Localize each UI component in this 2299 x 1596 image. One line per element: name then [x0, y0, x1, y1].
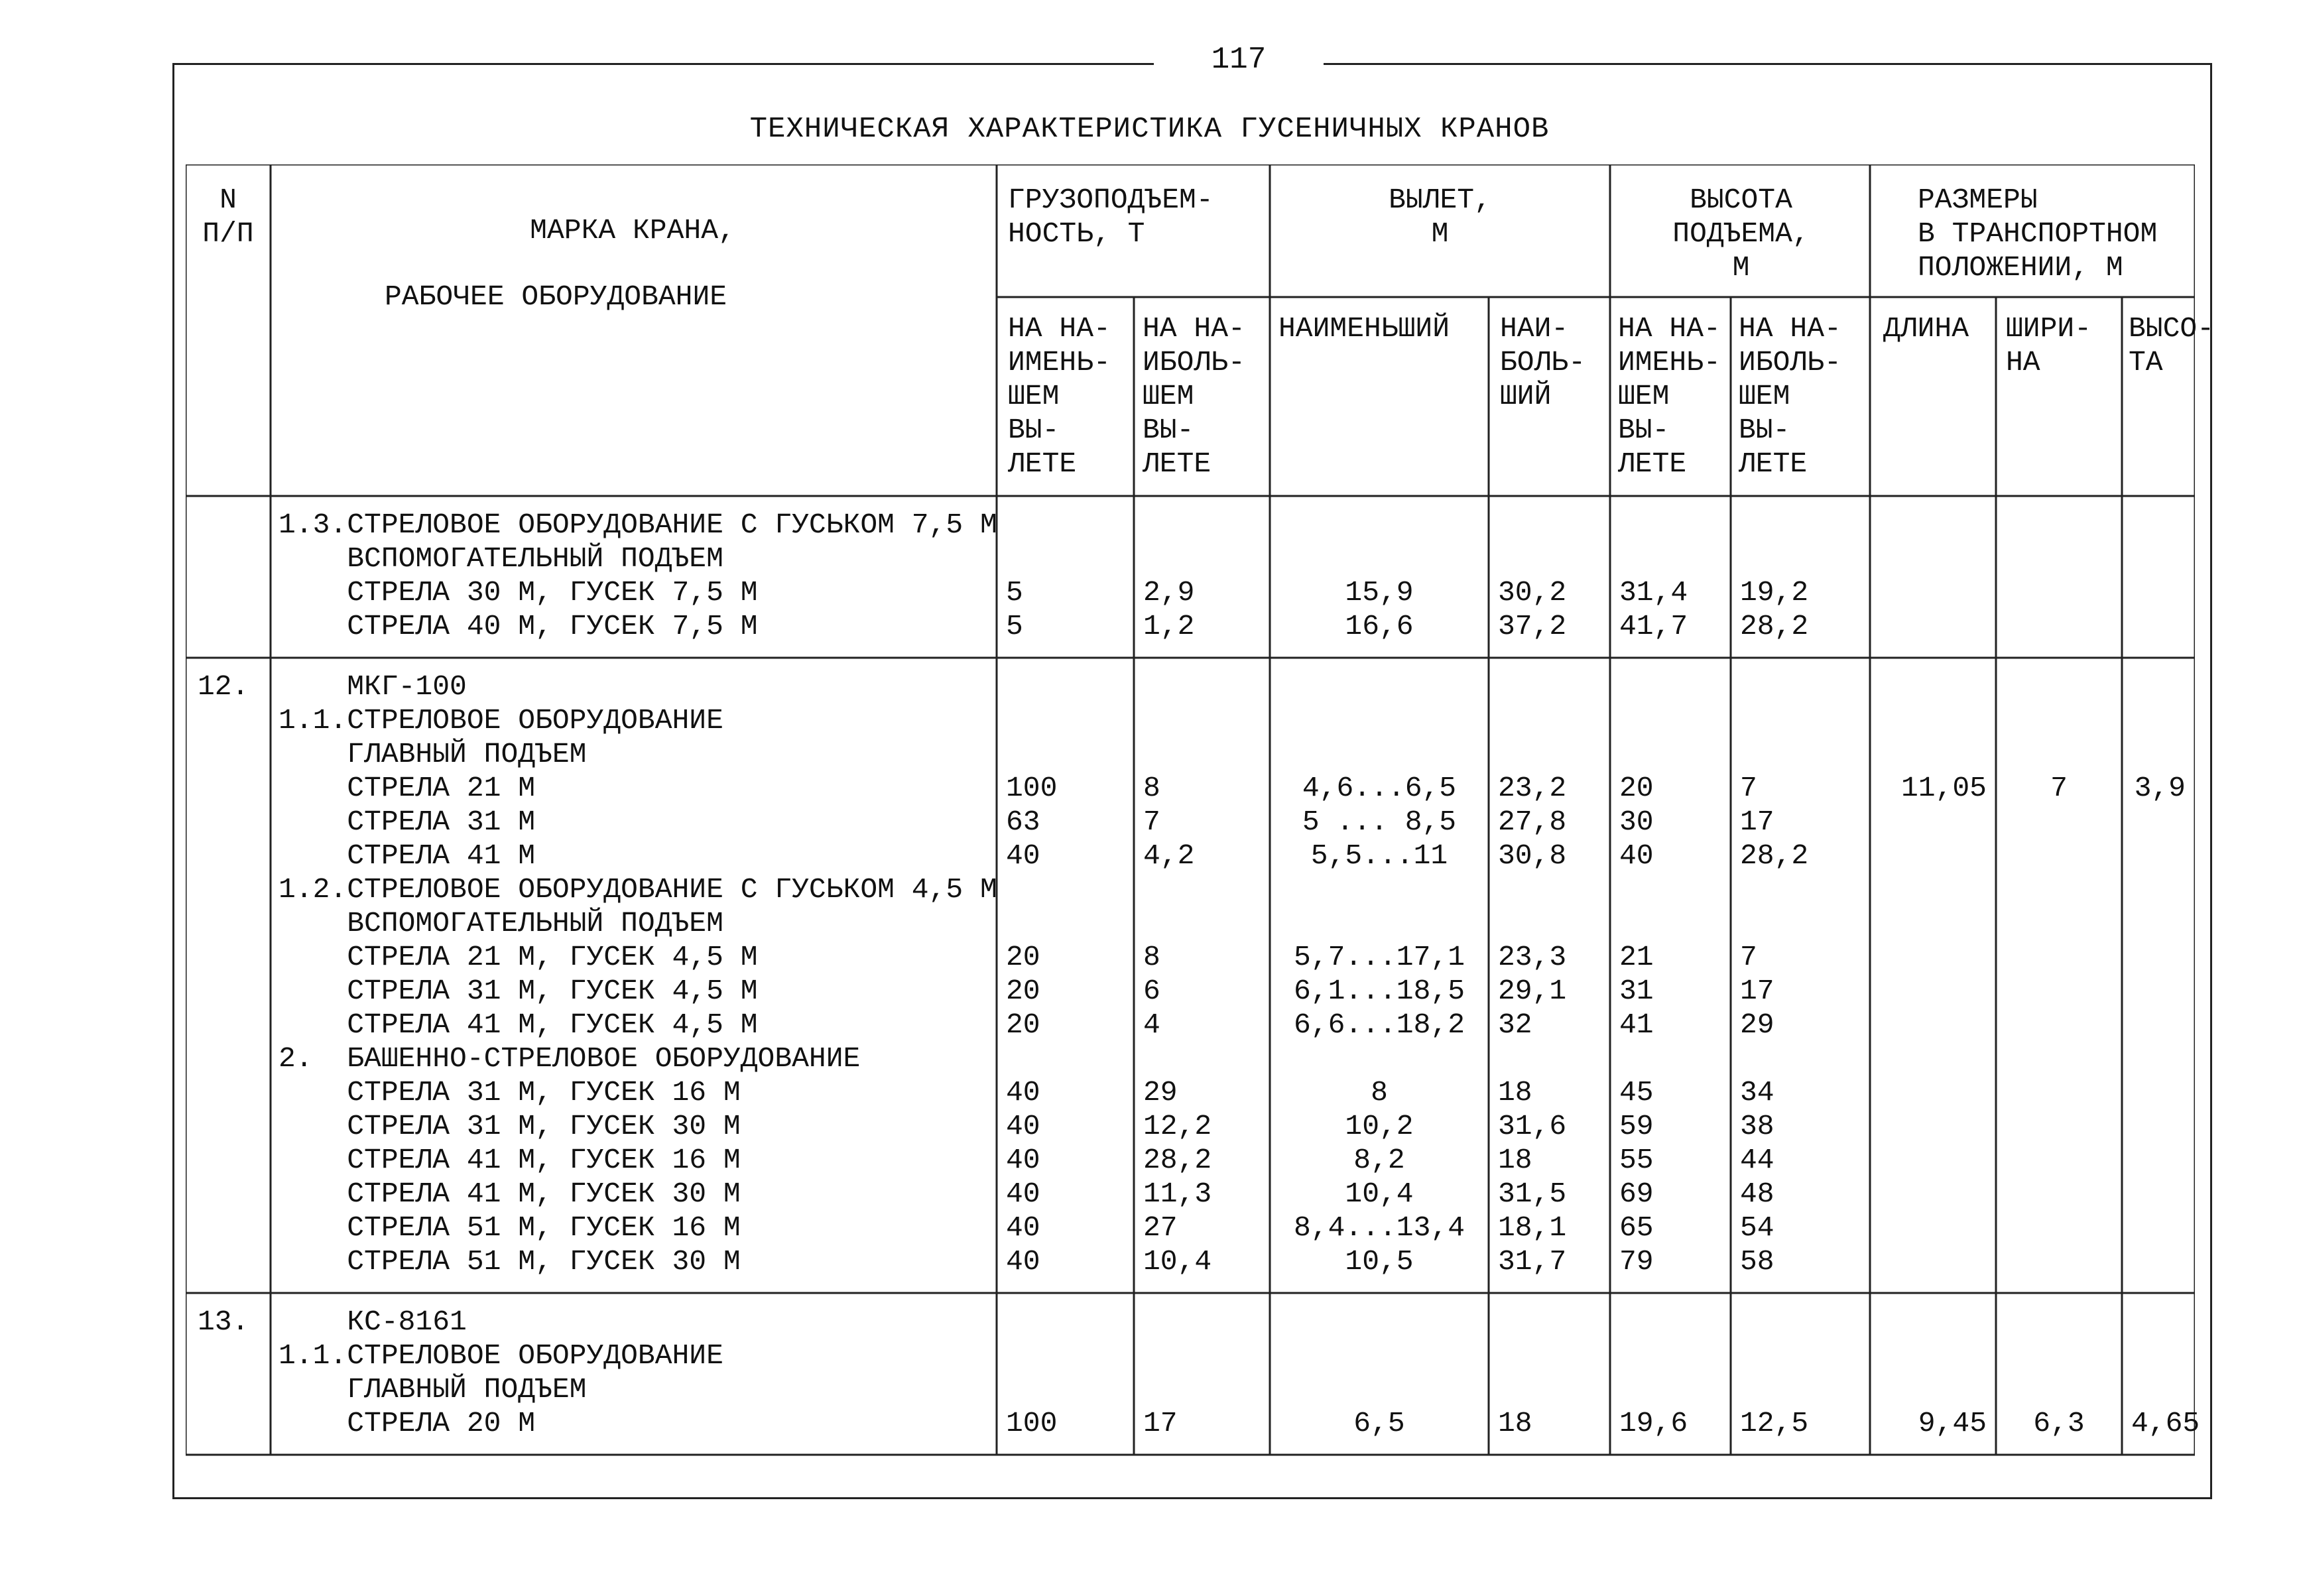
value-cell: 20: [1006, 941, 1040, 973]
value-cell: 20: [1006, 1009, 1040, 1041]
value-cell: 100: [1006, 1407, 1058, 1440]
value-cell: 29: [1143, 1076, 1178, 1109]
header-width: ШИРИ- НА: [2006, 312, 2092, 379]
value-cell: 5,7...17,1: [1293, 941, 1465, 973]
value-cell: 31,5: [1498, 1178, 1567, 1210]
header-transport: РАЗМЕРЫ В ТРАНСПОРТНОМ ПОЛОЖЕНИИ, М: [1918, 184, 2158, 284]
value-cell: 40: [1006, 839, 1040, 872]
equipment-line: СТРЕЛА 31 М, ГУСЕК 16 М: [279, 1076, 741, 1109]
table-title: ТЕХНИЧЕСКАЯ ХАРАКТЕРИСТИКА ГУСЕНИЧНЫХ КРАНОВ: [749, 113, 1550, 146]
header-equipment: РАБОЧЕЕ ОБОРУДОВАНИЕ: [385, 280, 727, 313]
value-cell: 6,1...18,5: [1293, 975, 1465, 1007]
value-cell: 20: [1006, 975, 1040, 1007]
header-reach: ВЫЛЕТ, М: [1389, 184, 1491, 250]
value-cell: 31: [1619, 975, 1654, 1007]
equipment-line: СТРЕЛА 30 М, ГУСЕК 7,5 М: [279, 576, 758, 609]
value-cell: 40: [1006, 1178, 1040, 1210]
value-cell: 29,1: [1498, 975, 1567, 1007]
value-cell: 31,4: [1619, 576, 1688, 609]
equipment-line: СТРЕЛА 31 М, ГУСЕК 4,5 М: [279, 975, 758, 1007]
value-cell: 28,2: [1143, 1144, 1212, 1176]
value-cell: 100: [1006, 772, 1058, 804]
value-cell: 20: [1619, 772, 1654, 804]
value-cell: 45: [1619, 1076, 1654, 1109]
value-cell: 30,2: [1498, 576, 1567, 609]
header-transport-height: ВЫСО- ТА: [2129, 312, 2215, 379]
value-cell: 23,2: [1498, 772, 1567, 804]
value-cell: 41,7: [1619, 610, 1688, 643]
equipment-line: СТРЕЛА 51 М, ГУСЕК 16 М: [279, 1211, 741, 1244]
value-cell: 48: [1740, 1178, 1774, 1210]
equipment-line: СТРЕЛА 31 М, ГУСЕК 30 М: [279, 1110, 741, 1142]
equipment-line: СТРЕЛА 21 М: [279, 772, 536, 804]
value-cell: 40: [1006, 1245, 1040, 1278]
equipment-line: 1.2.СТРЕЛОВОЕ ОБОРУДОВАНИЕ С ГУСЬКОМ 4,5 М: [279, 873, 997, 906]
value-cell: 15,9: [1345, 576, 1414, 609]
equipment-line: СТРЕЛА 51 М, ГУСЕК 30 М: [279, 1245, 741, 1278]
equipment-line: СТРЕЛА 41 М, ГУСЕК 30 М: [279, 1178, 741, 1210]
value-cell: 4,2: [1143, 839, 1195, 872]
value-cell: 6,5: [1353, 1407, 1405, 1440]
value-cell: 12,5: [1740, 1407, 1809, 1440]
value-cell: 28,2: [1740, 839, 1809, 872]
value-cell: 31,6: [1498, 1110, 1567, 1142]
value-cell: 40: [1006, 1211, 1040, 1244]
value-cell: 18,1: [1498, 1211, 1567, 1244]
header-cap-min: НА НА- ИМЕНЬ- ШЕМ ВЫ- ЛЕТЕ: [1008, 312, 1111, 480]
equipment-line: СТРЕЛА 20 М: [279, 1407, 536, 1440]
row-number: 13.: [198, 1306, 249, 1338]
value-cell: 7: [1740, 941, 1757, 973]
value-cell: 40: [1619, 839, 1654, 872]
header-cap-max: НА НА- ИБОЛЬ- ШЕМ ВЫ- ЛЕТЕ: [1143, 312, 1245, 480]
value-cell: 37,2: [1498, 610, 1567, 643]
value-cell: 65: [1619, 1211, 1654, 1244]
value-cell: 6,3: [2033, 1407, 2085, 1440]
header-reach-max: НАИ- БОЛЬ- ШИЙ: [1500, 312, 1586, 412]
equipment-line: ГЛАВНЫЙ ПОДЪЕМ: [279, 738, 587, 770]
value-cell: 18: [1498, 1144, 1532, 1176]
header-np: N П/П: [202, 184, 254, 250]
value-cell: 17: [1740, 975, 1774, 1007]
value-cell: 18: [1498, 1407, 1532, 1440]
value-cell: 4: [1143, 1009, 1160, 1041]
equipment-line: 1.1.СТРЕЛОВОЕ ОБОРУДОВАНИЕ: [279, 1339, 723, 1372]
value-cell: 5 ... 8,5: [1302, 806, 1457, 838]
value-cell: 27,8: [1498, 806, 1567, 838]
header-capacity: ГРУЗОПОДЪЕМ- НОСТЬ, Т: [1008, 184, 1213, 250]
equipment-line: ГЛАВНЫЙ ПОДЪЕМ: [279, 1373, 587, 1406]
value-cell: 40: [1006, 1144, 1040, 1176]
header-height-max: НА НА- ИБОЛЬ- ШЕМ ВЫ- ЛЕТЕ: [1739, 312, 1841, 480]
value-cell: 54: [1740, 1211, 1774, 1244]
value-cell: 10,5: [1345, 1245, 1414, 1278]
value-cell: 7: [1143, 806, 1160, 838]
equipment-line: КС-8161: [279, 1306, 467, 1338]
value-cell: 23,3: [1498, 941, 1567, 973]
value-cell: 5: [1006, 576, 1023, 609]
value-cell: 55: [1619, 1144, 1654, 1176]
header-height-min: НА НА- ИМЕНЬ- ШЕМ ВЫ- ЛЕТЕ: [1618, 312, 1721, 480]
value-cell: 9,45: [1918, 1407, 1987, 1440]
value-cell: 5: [1006, 610, 1023, 643]
value-cell: 7: [2050, 772, 2068, 804]
header-reach-min: НАИМЕНЬШИЙ: [1278, 312, 1450, 345]
header-mark: МАРКА КРАНА,: [530, 214, 735, 247]
value-cell: 63: [1006, 806, 1040, 838]
value-cell: 8: [1143, 941, 1160, 973]
value-cell: 32: [1498, 1009, 1532, 1041]
header-height: ВЫСОТА ПОДЪЕМА, М: [1672, 184, 1810, 284]
value-cell: 41: [1619, 1009, 1654, 1041]
equipment-line: СТРЕЛА 31 М: [279, 806, 536, 838]
row-number: 12.: [198, 670, 249, 703]
page-number: 117: [1154, 42, 1324, 77]
value-cell: 59: [1619, 1110, 1654, 1142]
value-cell: 11,3: [1143, 1178, 1212, 1210]
value-cell: 4,6...6,5: [1302, 772, 1457, 804]
value-cell: 17: [1740, 806, 1774, 838]
value-cell: 17: [1143, 1407, 1178, 1440]
value-cell: 30: [1619, 806, 1654, 838]
value-cell: 58: [1740, 1245, 1774, 1278]
equipment-line: СТРЕЛА 41 М, ГУСЕК 16 М: [279, 1144, 741, 1176]
value-cell: 8,2: [1353, 1144, 1405, 1176]
equipment-line: 1.3.СТРЕЛОВОЕ ОБОРУДОВАНИЕ С ГУСЬКОМ 7,5 М: [279, 509, 997, 541]
value-cell: 21: [1619, 941, 1654, 973]
value-cell: 8: [1143, 772, 1160, 804]
value-cell: 40: [1006, 1110, 1040, 1142]
equipment-line: 2. БАШЕННО-СТРЕЛОВОЕ ОБОРУДОВАНИЕ: [279, 1042, 861, 1075]
header-length: ДЛИНА: [1883, 312, 1969, 345]
value-cell: 40: [1006, 1076, 1040, 1109]
value-cell: 6,6...18,2: [1293, 1009, 1465, 1041]
value-cell: 29: [1740, 1009, 1774, 1041]
value-cell: 31,7: [1498, 1245, 1567, 1278]
value-cell: 18: [1498, 1076, 1532, 1109]
value-cell: 5,5...11: [1310, 839, 1448, 872]
value-cell: 2,9: [1143, 576, 1195, 609]
value-cell: 79: [1619, 1245, 1654, 1278]
value-cell: 16,6: [1345, 610, 1414, 643]
value-cell: 6: [1143, 975, 1160, 1007]
value-cell: 8,4...13,4: [1293, 1211, 1465, 1244]
value-cell: 10,4: [1143, 1245, 1212, 1278]
value-cell: 69: [1619, 1178, 1654, 1210]
value-cell: 19,2: [1740, 576, 1809, 609]
equipment-line: СТРЕЛА 21 М, ГУСЕК 4,5 М: [279, 941, 758, 973]
value-cell: 7: [1740, 772, 1757, 804]
value-cell: 11,05: [1900, 772, 1987, 804]
equipment-line: СТРЕЛА 41 М: [279, 839, 536, 872]
value-cell: 34: [1740, 1076, 1774, 1109]
value-cell: 10,4: [1345, 1178, 1414, 1210]
value-cell: 12,2: [1143, 1110, 1212, 1142]
value-cell: 19,6: [1619, 1407, 1688, 1440]
equipment-line: ВСПОМОГАТЕЛЬНЫЙ ПОДЪЕМ: [279, 542, 723, 575]
value-cell: 10,2: [1345, 1110, 1414, 1142]
value-cell: 38: [1740, 1110, 1774, 1142]
value-cell: 28,2: [1740, 610, 1809, 643]
equipment-line: СТРЕЛА 40 М, ГУСЕК 7,5 М: [279, 610, 758, 643]
crane-spec-table: [186, 164, 2215, 1464]
value-cell: 3,9: [2134, 772, 2186, 804]
value-cell: 8: [1371, 1076, 1388, 1109]
equipment-line: СТРЕЛА 41 М, ГУСЕК 4,5 М: [279, 1009, 758, 1041]
value-cell: 30,8: [1498, 839, 1567, 872]
value-cell: 1,2: [1143, 610, 1195, 643]
value-cell: 44: [1740, 1144, 1774, 1176]
equipment-line: 1.1.СТРЕЛОВОЕ ОБОРУДОВАНИЕ: [279, 704, 723, 737]
value-cell: 27: [1143, 1211, 1178, 1244]
equipment-line: МКГ-100: [279, 670, 467, 703]
equipment-line: ВСПОМОГАТЕЛЬНЫЙ ПОДЪЕМ: [279, 907, 723, 940]
value-cell: 4,65: [2131, 1407, 2200, 1440]
